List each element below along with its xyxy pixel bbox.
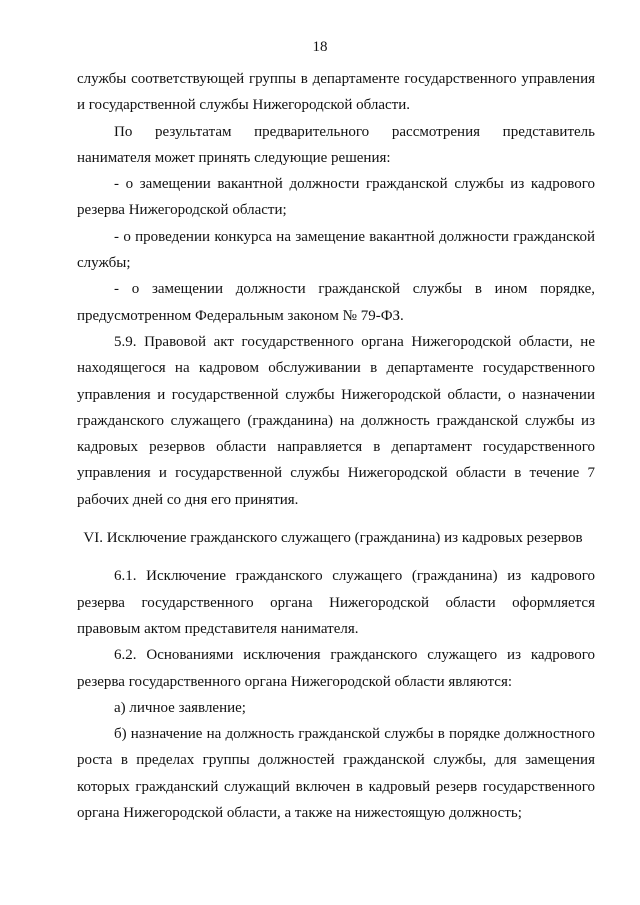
paragraph-continuation: службы соответствующей группы в департаменте государственного управления и государственной службы Нижегородской области. <box>77 71 595 114</box>
page-number: 18 <box>312 39 328 55</box>
paragraph-5-9: 5.9. Правовой акт государственного органа Нижегородской области, не находящегося на кадровом обслуживании в департаменте государственного управления и государственной службы Нижегородской области, о назначении гражданского служащего (гражданина) на должность гражданской службы из кадровых резервов области направляется в департамент государственного управления и государственной службы Нижегородской области в течение 7 рабочих дней со дня его принятия. <box>77 333 595 508</box>
list-item-a: а) личное заявление; <box>114 699 246 716</box>
list-item-other-order: - о замещении должности гражданской службы в ином порядке, предусмотренном Федеральным законом № 79-ФЗ. <box>77 281 595 324</box>
paragraph-6-2: 6.2. Основаниями исключения гражданского служащего из кадрового резерва государственного органа Нижегородской области являются: <box>77 647 595 690</box>
list-item-contest: - о проведении конкурса на замещение вакантной должности гражданской службы; <box>77 228 595 272</box>
document-body <box>77 66 595 826</box>
section-heading: VI. Исключение гражданского служащего (гражданина) из кадровых резервов <box>83 530 583 547</box>
paragraph-decisions-intro: По результатам предварительного рассмотрения представитель нанимателя может принять следующие решения: <box>77 123 595 166</box>
paragraph-6-1: 6.1. Исключение гражданского служащего (гражданина) из кадрового резерва государственного органа Нижегородской области оформляется правовым актом представителя нанимателя. <box>77 568 595 637</box>
list-item-b: б) назначение на должность гражданской службы в порядке должностного роста в пределах группы должностей гражданской службы, для замещения которых гражданский служащий включен в кадровый резерв государственного органа Нижегородской области, а также на нижестоящую должность; <box>77 726 595 822</box>
list-item-reserve: - о замещении вакантной должности гражданской службы из кадрового резерва Нижегородской области; <box>77 176 595 219</box>
